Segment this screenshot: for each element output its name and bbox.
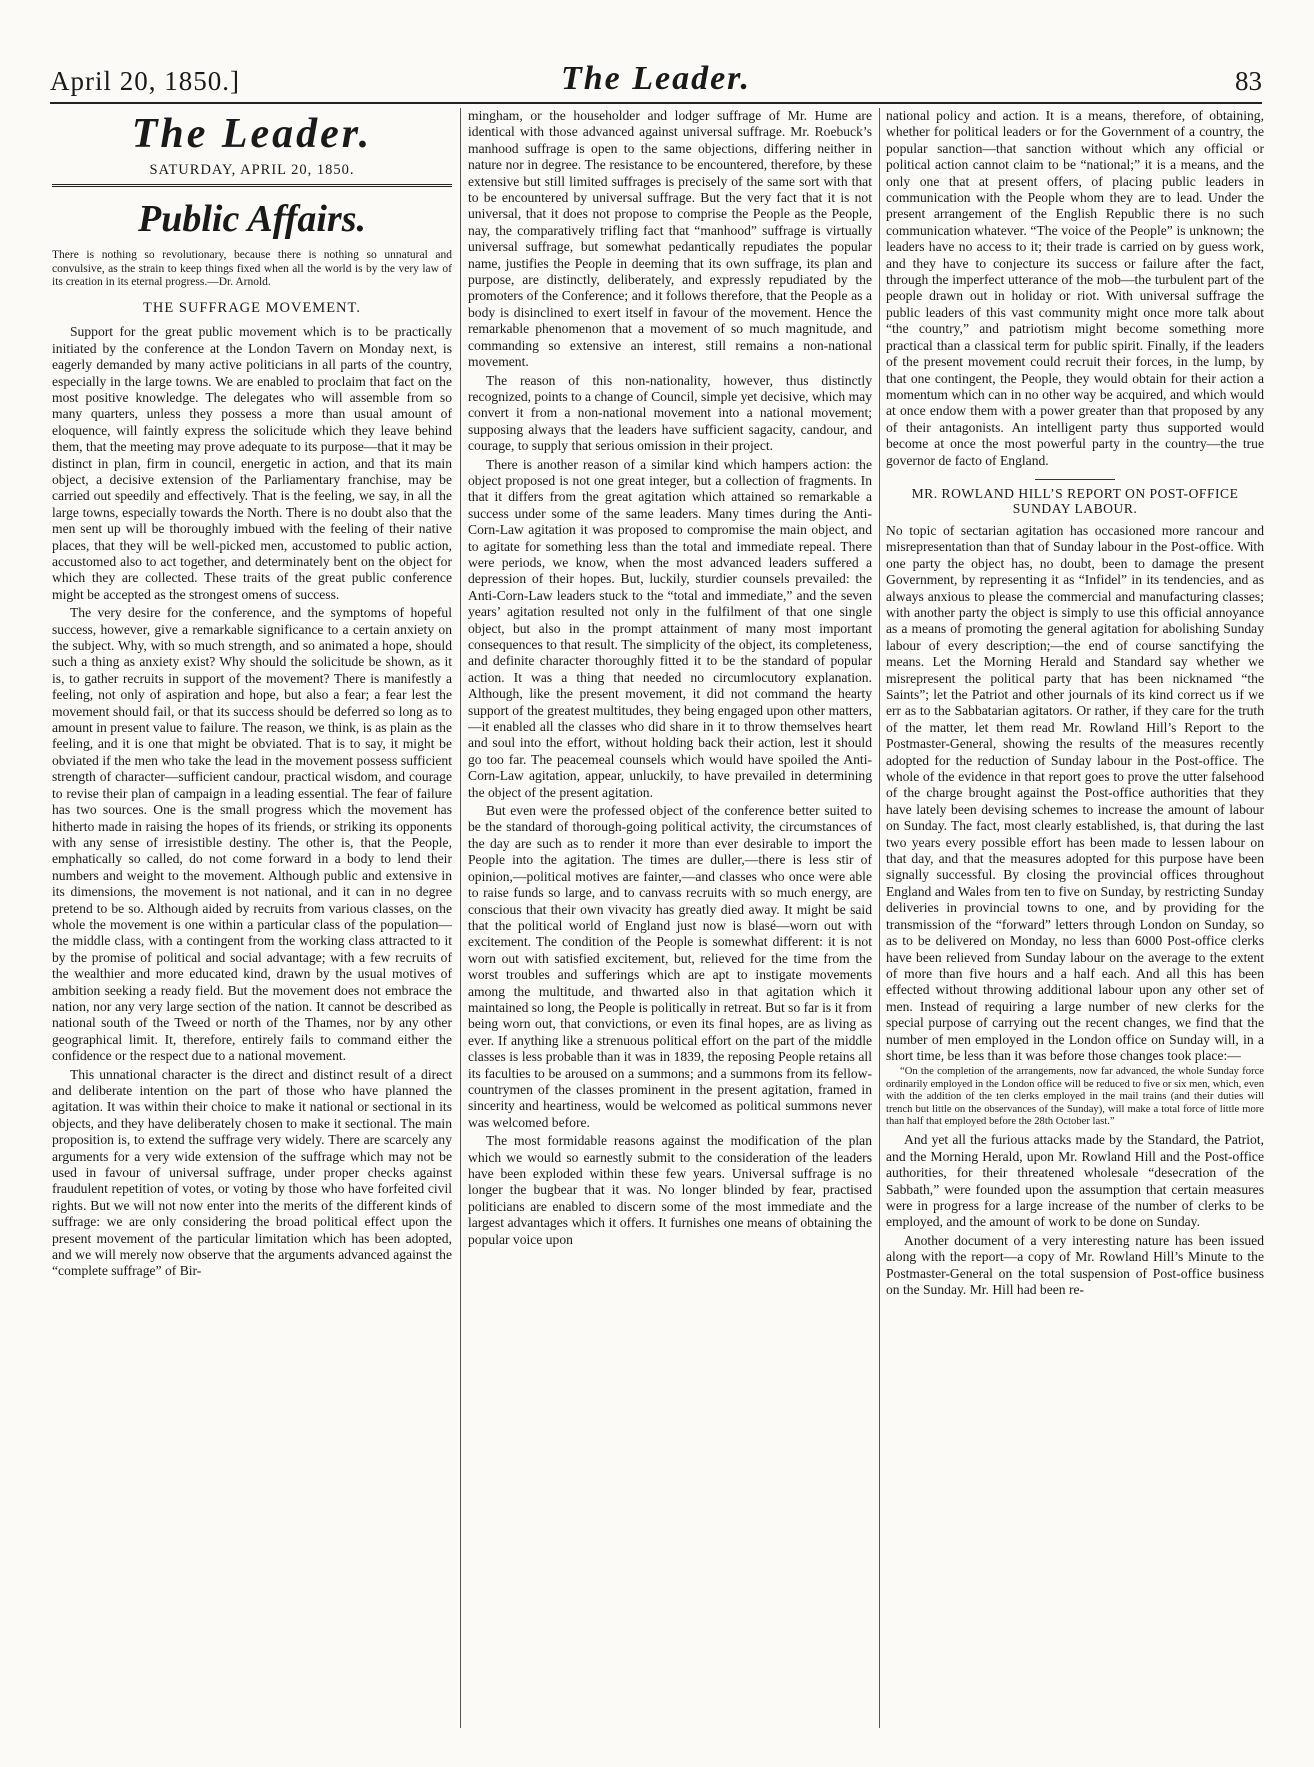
paragraph: The reason of this non-nationality, however, thus distinctly recognized, points to a change of Council, simple yet decisive, which may convert it from a non-national movement into a national movement; supposing always that the leaders have sufficient sagacity, candour, and courage, to supply that serious omission in their project.	[468, 372, 872, 454]
block-quote: “On the completion of the arrangements, now far advanced, the whole Sunday force ordinarily employed in the London office will be reduced to five or six men, which, even with the addition of the ten clerks employed in the mail trains (and their duties will trench but little on the observances of the Sunday), will make a total force of little more than half that employed before the 28th October last.”	[886, 1066, 1264, 1127]
divider	[52, 184, 452, 187]
masthead-title: The Leader.	[131, 111, 373, 157]
paragraph: There is another reason of a similar kind which hampers action: the object proposed is not one great integer, but a collection of fragments. In that it differs from the great agitation which attained so remarkable a success under some of the same leaders. Many times during the Anti-Corn-Law agitation it was proposed to compromise the main object, and to agitate for something less than the total and immediate repeal. There were periods, we know, when the most advanced leaders suffered a depression of their hopes. But, luckily, sturdier counsels prevailed: the Anti-Corn-Law leaders stuck to the “total and immediate,” and the seven years’ agitation resulted not only in the fulfilment of that one single object, but also in the prompt attainment of many most important consequences to that result. The simplicity of the object, its completeness, and definite character thoroughly fitted it to be the standard of popular action. It was a thing that needed no circumlocutory explanation. Although, like the present movement, it did not command the hearty support of the greatest multitudes, they being engaged upon other matters, —it enabled all the classes who did share in it to throw themselves heart and soul into the effort, without holding back their action, lest it should go too far. The peacemeal counsels which would have spoiled the Anti-Corn-Law agitation, appear, unluckily, to have prevailed in determining the object of the present agitation.	[468, 456, 872, 800]
column-3	[886, 108, 1264, 1728]
column-rule	[460, 108, 461, 1728]
paragraph: Another document of a very interesting nature has been issued along with the report—a copy of Mr. Rowland Hill’s Minute to the Postmaster-General on the total suspension of Post-office business on the Sunday. Mr. Hill had been re-	[886, 1232, 1264, 1298]
header-title: The Leader.	[560, 60, 752, 97]
paragraph: mingham, or the householder and lodger suffrage of Mr. Hume are identical with those advanced against universal suffrage. Mr. Roebuck’s manhood suffrage is open to the same objections, differing neither in nature nor in degree. The resistance to be encountered, therefore, by these extensive but still limited suffrages is precisely of the same sort with that to be encountered by universal suffrage. But the very fact that it is not universal, that it does not propose to comprise the People as the People, nay, the comparatively trifling fact that “manhood” suffrage is virtually universal suffrage, but somewhat pedantically repudiates the popular name, justifies the People in deeming that its own suffrage, its plan and purpose, are distinctly, deliberately, and expressly repudiated by the promoters of the Conference; and it follows therefore, that the People as a body is disinclined to exert itself in favour of the movement. Hence the remarkable phenomenon that a movement of so much magnitude, and commanding so extensive an interest, still remains a non-national movement.	[468, 108, 872, 370]
paragraph: This unnational character is the direct and distinct result of a direct and deliberate intention on the part of those who have planned the agitation. It was within their choice to make it national or sectional in its objects, and they have deliberately chosen to make it sectional. The main proposition is, to extend the suffrage very widely. There are scarcely any arguments for a very wide extension of the suffrage which may not be used in favour of universal suffrage, under proper checks against fraudulent repetition of votes, or voting by those who have forfeited civil rights. But we will not now enter into the merits of the different kinds of suffrage: we are only considering the broad political effect upon the present movement of the particular limitation which has been adopted, and we will merely now observe that the arguments advanced against the “complete suffrage” of Bir-	[52, 1066, 452, 1279]
paragraph: The very desire for the conference, and the symptoms of hopeful success, however, give a remarkable significance to a certain anxiety on the subject. Why, with so much strength, and so animated a hope, should such a thing as anxiety exist? Why should the solicitude be shown, as it is, to gather recruits in support of the movement? There is manifestly a feeling, not only of aspiration and hope, but also a fear; a fear lest the movement should fail, or that its success should be deferred so long as to amount in present value to failure. The reason, we think, is as plain as the feeling, and it is one that might be obviated. That is to say, it might be obviated if the men who take the lead in the movement possess sufficient strength of character—sufficient candour, practical wisdom, and courage to revise their plan of campaign in a leading essential. The fear of failure has two sources. One is the small progress which the movement has hitherto made in raising the hopes of its friends, or striking its opponents with any sense of irresistible destiny. The other is, that the People, emphatically so called, do not come forward in a body to lend their numbers and weight to the movement. Although public and extensive in its dimensions, the movement is not national, and it can in no degree pretend to be so. Although aided by recruits from various classes, on the whole the movement is one within a particular class of the population—the middle class, with a contingent from the working class attracted to it by the promise of political and social advantage; with a few recruits of the wealthier and more educated kind, drawn by the usual motives of ambition seeking a ready field. But the movement does not embrace the nation, nor any very large section of the nation. It cannot be described as national south of the Tweed or north of the Thames, nor by any other geographical limit. It, therefore, entirely fails to command either the confidence or the respect due to a national movement.	[52, 605, 452, 1064]
page-number: 83	[1235, 66, 1262, 96]
paragraph: No topic of sectarian agitation has occasioned more rancour and misrepresentation than that of Sunday labour in the Post-office. With one party the object has, no doubt, been to damage the present Government, by representing it as “Infidel” in its tendencies, and as always anxious to please the commercial and manufacturing classes; with another party the object is simply to use this official annoyance as a means of promoting the general agitation for abolishing Sunday labour of every description;—the end of course sanctifying the means. Let the Morning Herald and Standard say whether we misrepresent the political party that has been nicknamed “the Saints”; let the Patriot and other journals of its kind correct us if we err as to the Sabbatarian agitators. Or rather, if they care for the truth of the matter, let them read Mr. Rowland Hill’s Report to the Postmaster-General, showing the results of the measures recently adopted for the reduction of Sunday labour in the Post-office. The whole of the evidence in that report goes to prove the utter falsehood of the charge brought against the Post-office authorities that they have lately been devising schemes to increase the amount of labour on Sunday. The fact, most clearly established, is, that during the last two years every possible effort has been made to lessen labour on that day, and that the measures adopted for this purpose have been signally successful. By closing the provincial offices throughout England and Wales from ten to five on Sunday, by restricting Sunday deliveries in provincial towns to one, and by providing for the transmission of the “forward” letters through London on Sunday, so as to be delivered on Monday, no less than 6000 Post-office clerks have been relieved from Sunday labour on the average to the extent of more than five hours and a half each. And all this has been effected without throwing additional labour upon any other set of men. Instead of requiring a large number of new clerks for the special purpose of carrying out the recent changes, we find that the number of men employed in the London office on Sunday will, in a short time, be less than it was before those changes took place:—	[886, 522, 1264, 1063]
column-rule	[879, 108, 880, 1728]
column-2	[468, 108, 872, 1728]
paragraph: Support for the great public movement which is to be practically initiated by the conference at the London Tavern on Monday next, is eagerly demanded by many active politicians in all parts of the country, especially in the large towns. We are enabled to proclaim that fact on the most positive knowledge. The delegates who will assemble from so many quarters, unless they possess a more than usual amount of eloquence, will faintly express the solicitude which they leave behind them, that the meeting may prove adequate to its purpose—that it may be distinct in plan, firm in council, energetic in action, and that its main object, a decisive extension of the Parliamentary franchise, may be carried out speedily and effectively. That is the feeling, we say, in all the large towns, especially towards the North. There is no doubt also that the men sent up will be thoroughly imbued with the feeling of their native places, that they will be well-picked men, accustomed to public action, accustomed also to act together, and determinately bent on the object for which they are collected. These traits of the great public conference might be accepted as the strongest omens of success.	[52, 324, 452, 602]
column-1	[52, 108, 452, 1728]
section-title: Public Affairs.	[137, 198, 367, 241]
masthead-date: SATURDAY, APRIL 20, 1850.	[149, 162, 355, 178]
masthead	[52, 110, 452, 178]
paragraph: And yet all the furious attacks made by the Standard, the Patriot, and the Morning Herald, upon Mr. Rowland Hill and the Post-office authorities, for their threatened wholesale “desecration of the Sabbath,” were founded upon the assumption that certain measures were in progress for a large increase of the number of clerks to be employed, and the amount of work to be done on Sunday.	[886, 1132, 1264, 1230]
header-date: April 20, 1850.]	[50, 66, 240, 96]
page-header	[50, 60, 1262, 104]
article-headline: MR. ROWLAND HILL’S REPORT ON POST-OFFICE SUNDAY LABOUR.	[911, 485, 1239, 517]
paragraph: national policy and action. It is a means, therefore, of obtaining, whether for political leaders or for the Government of a country, the popular sanction—that sanction without which any official or political action cannot claim to be “national;” it is a means, and the only one that at present offers, of placing public leaders in communication with the People whom they are to lead. Under the present arrangement of the English Republic there is no such communication whatever. “The voice of the People” is unknown; the leaders have no access to it; their trade is carried on by guess work, and they have to conjecture its success or failure after the fact, through the imperfect utterance of the mob—the turbulent part of the people drawn out in holiday or riot. With universal suffrage the public leaders of this vast community might once more talk about “the country,” and patriotism might become something more practical than a classical term for public spirit. Finally, if the leaders of the present movement could recruit their forces, in the lump, by that one contingent, the People, they would obtain for their action a momentum which can in no other way be acquired, and which would at once endow them with a power greater than that proposed by any of their antagonists. An intelligent party thus supported would become at once the most powerful party in the country—the true governor de facto of England.	[886, 108, 1264, 468]
divider	[1035, 479, 1115, 480]
paragraph: But even were the professed object of the conference better suited to be the standard of thorough-going political activity, the circumstances of the day are such as to render it more than ever desirable to import the People into the agitation. The times are duller,—there is less stir of opinion,—political motives are fainter,—and classes who once were able to raise funds so large, and to canvass recruits with so much energy, are conscious that their own vivacity has greatly died away. It might be said that the political world of England just now is blasé—worn out with excitement. The condition of the People is somewhat different: it is not worn out with satisfied excitement, but, relieved for the time from the worst troubles and sufferings which are apt to instigate movements among the multitude, and thwarted also in that agitation which it maintained so long, the People is politically in retreat. But so far is it from being worn out, that convictions, or even its final hopes, are as living as ever. If anything like a strenuous political effort on the part of the middle classes is less probable than it was in 1839, the reposing People retains all its faculties to be aroused on a summons; and a summons from its fellow-countrymen of the classes prominent in the present agitation, framed in sincerity and heartiness, would be welcomed as political summons never was welcomed before.	[468, 803, 872, 1130]
epigraph: There is nothing so revolutionary, because there is nothing so unnatural and convulsive, as the strain to keep things fixed when all the world is by the very law of its creation in its eternal progress.—Dr. Arnold.	[52, 249, 452, 289]
article-headline: THE SUFFRAGE MOVEMENT.	[143, 299, 361, 316]
paragraph: The most formidable reasons against the modification of the plan which we would so earnestly submit to the consideration of the leaders have been exploded within these few years. Universal suffrage is no longer the bugbear that it was. No longer blinded by fear, practised politicians are enabled to discern some of the most immediate and the largest advantages which it offers. It furnishes one means of obtaining the popular voice upon	[468, 1133, 872, 1247]
